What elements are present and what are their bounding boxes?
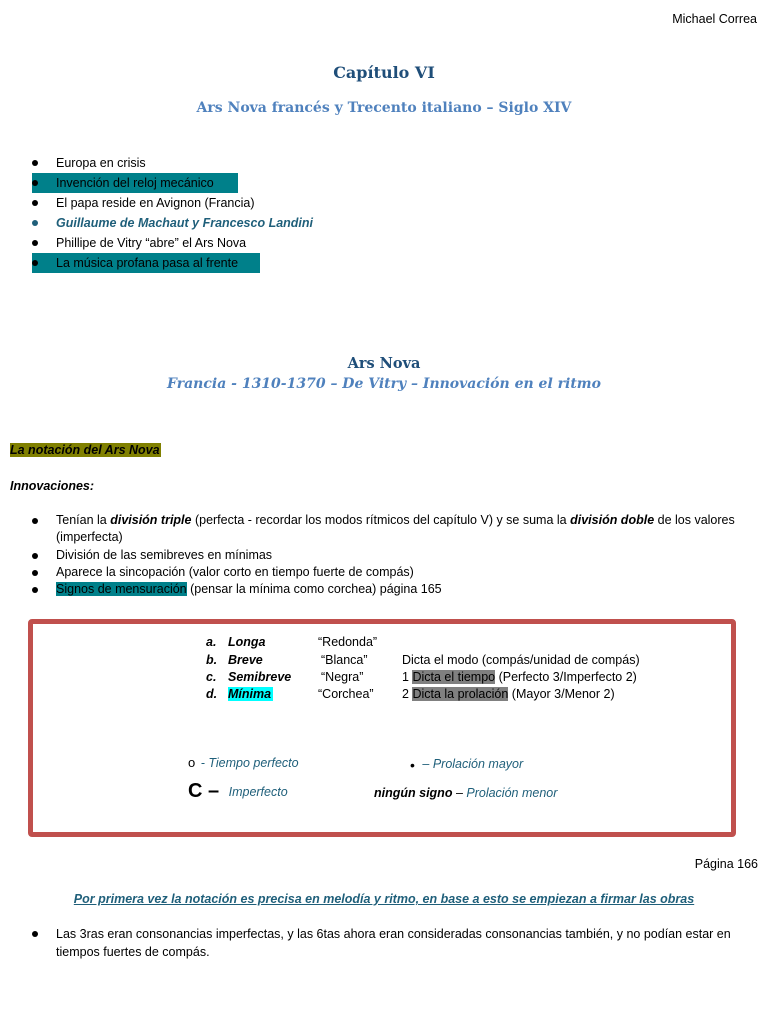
table-row: a. Longa “Redonda”	[206, 635, 378, 649]
list-item: Guillaume de Machaut y Francesco Landini	[32, 213, 313, 233]
innovation-item: Aparece la sincopación (valor corto en tiempo fuerte de compás)	[32, 564, 414, 581]
c-symbol-icon: C –	[188, 780, 220, 802]
sign-prolacion-mayor: • – Prolación mayor	[410, 757, 524, 773]
chapter-subtitle: Ars Nova francés y Trecento italiano – Siglo XIV	[196, 100, 572, 116]
bullet-icon	[32, 180, 38, 186]
bullet-icon	[32, 518, 38, 524]
list-item: Phillipe de Vitry “abre” el Ars Nova	[32, 233, 313, 253]
list-item: Las 3ras eran consonancias imperfectas, y las 6tas ahora eran consideradas consonancias también, y no podían estar en tiempos fuertes de compás.	[32, 925, 731, 961]
bullet-icon	[32, 570, 38, 576]
list-item: Europa en crisis	[32, 153, 313, 173]
table-row: d. Mínima “Corchea” 2 Dicta la prolación (Mayor 3/Menor 2)	[206, 687, 615, 701]
circle-icon: o	[188, 755, 196, 770]
innovations-label: Innovaciones:	[10, 479, 95, 493]
bullet-icon	[32, 220, 38, 226]
innovation-item: Tenían la división triple (perfecta - recordar los modos rítmicos del capítulo V) y se suma la división doble de los valores (imperfecta)	[32, 512, 735, 546]
table-row: b. Breve “Blanca” Dicta el modo (compás/unidad de compás)	[206, 653, 640, 667]
chapter-title: Capítulo VI	[333, 63, 435, 82]
section-subtitle: Francia - 1310-1370 – De Vitry – Innovación en el ritmo	[167, 376, 601, 392]
dot-icon: •	[410, 757, 415, 773]
page-number: Página 166	[694, 857, 758, 871]
author-name: Michael Correa	[672, 12, 757, 26]
intro-bullet-list	[32, 153, 313, 273]
sign-prolacion-menor: ningún signo – Prolación menor	[374, 786, 558, 800]
list-item: Invención del reloj mecánico	[32, 173, 238, 193]
bullet-icon	[32, 200, 38, 206]
bullet-icon	[32, 587, 38, 593]
bullet-icon	[32, 240, 38, 246]
bullet-icon	[32, 160, 38, 166]
bullet-icon	[32, 931, 38, 937]
innovation-item: Signos de mensuración (pensar la mínima como corchea) página 165	[32, 581, 442, 598]
sign-tiempo-perfecto: o - Tiempo perfecto	[188, 755, 299, 770]
section-title: Ars Nova	[347, 355, 421, 372]
table-row: c. Semibreve “Negra” 1 Dicta el tiempo (Perfecto 3/Imperfecto 2)	[206, 670, 637, 684]
sign-imperfecto: C – Imperfecto	[188, 780, 288, 802]
closing-statement: Por primera vez la notación es precisa en melodía y ritmo, en base a esto se empiezan a firmar las obras	[73, 892, 695, 906]
list-item: El papa reside en Avignon (Francia)	[32, 193, 313, 213]
bullet-icon	[32, 553, 38, 559]
notation-heading: La notación del Ars Nova	[10, 443, 160, 457]
bullet-icon	[32, 260, 38, 266]
innovation-item: División de las semibreves en mínimas	[32, 547, 272, 564]
list-item: La música profana pasa al frente	[32, 253, 260, 273]
